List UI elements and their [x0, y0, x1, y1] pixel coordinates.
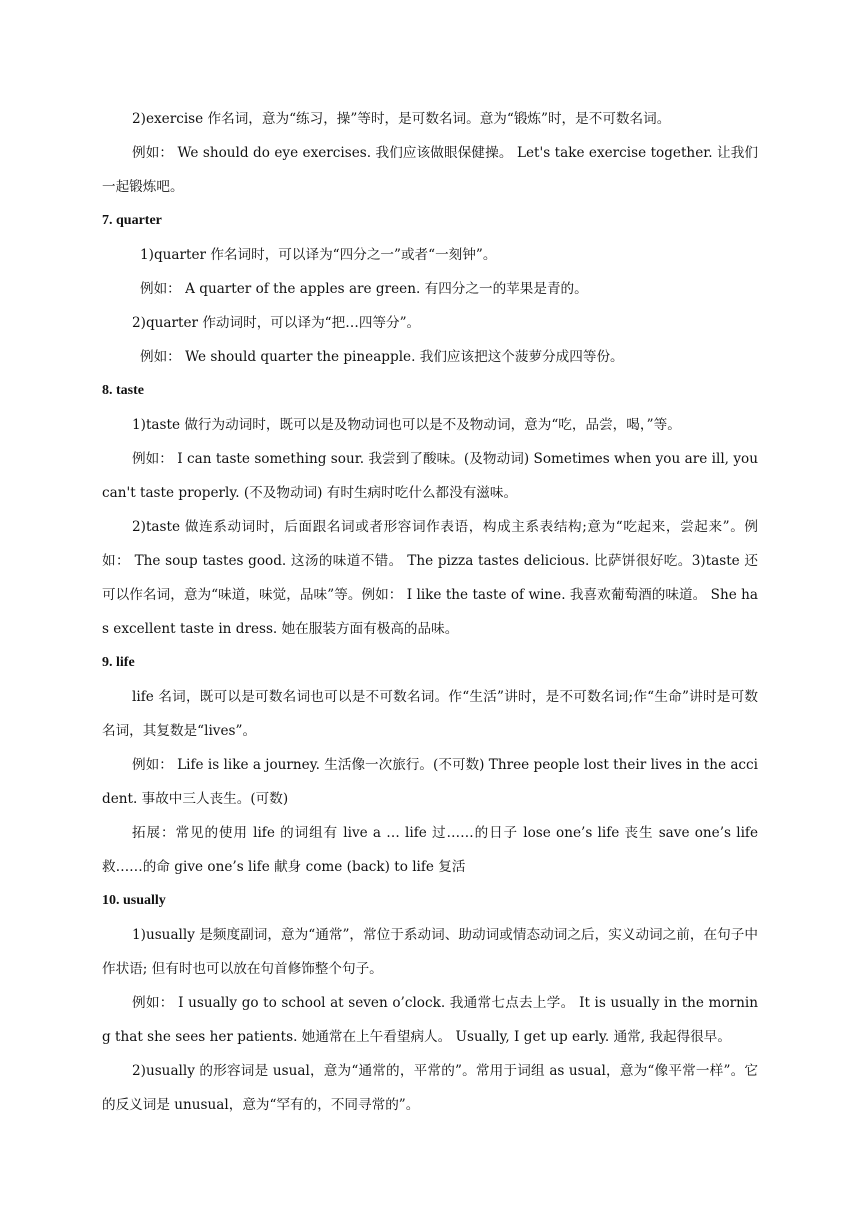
paragraph-taste-2-3: 2)taste 做连系动词时，后面跟名词或者形容词作表语，构成主系表结构;意为“吃起来，尝起来”。例如： The soup tastes good. 这汤的味道不错。 The pizza tastes delicious. 比萨饼很好吃。3)taste 还可以作名词，意为“味道，味觉，品味”等。例如： I like the taste of wine. 我喜欢葡萄酒的味道。 She has excellent taste in dress. 她在服装方面有极高的品味。 — [102, 519, 758, 637]
paragraph-life-example: 例如： Life is like a journey. 生活像一次旅行。(不可数) Three people lost their lives in the accident. 事故中三人丧生。(可数) — [102, 757, 758, 807]
heading-quarter: 7. quarter — [102, 213, 162, 228]
paragraph-life-1: life 名词，既可以是可数名词也可以是不可数名词。作“生活”讲时，是不可数名词;作“生命”讲时是可数名词，其复数是“lives”。 — [102, 689, 758, 739]
paragraph-exercise-2: 2)exercise 作名词，意为“练习，操”等时，是可数名词。意为“锻炼”时，是不可数名词。 — [132, 111, 671, 127]
paragraph-usually-1: 1)usually 是频度副词，意为“通常”，常位于系动词、助动词或情态动词之后，实义动词之前，在句子中作状语; 但有时也可以放在句首修饰整个句子。 — [102, 927, 758, 977]
heading-life: 9. life — [102, 655, 135, 670]
paragraph-quarter-example-1: 例如： A quarter of the apples are green. 有四分之一的苹果是青的。 — [140, 281, 588, 297]
document-page — [102, 102, 758, 1122]
paragraph-quarter-example-2: 例如： We should quarter the pineapple. 我们应该把这个菠萝分成四等份。 — [140, 349, 624, 365]
heading-taste: 8. taste — [102, 383, 144, 398]
paragraph-exercise-example: 例如： We should do eye exercises. 我们应该做眼保健操。 Let's take exercise together. 让我们一起锻炼吧。 — [102, 145, 758, 195]
paragraph-taste-example-1: 例如： I can taste something sour. 我尝到了酸味。(及物动词) Sometimes when you are ill, you can't taste properly. (不及物动词) 有时生病时吃什么都没有滋味。 — [102, 451, 758, 501]
paragraph-usually-example: 例如： I usually go to school at seven o’clock. 我通常七点去上学。 It is usually in the morning that she sees her patients. 她通常在上午看望病人。 Usually, I get up early. 通常, 我起得很早。 — [102, 995, 758, 1045]
paragraph-quarter-2: 2)quarter 作动词时，可以译为“把…四等分”。 — [132, 315, 421, 331]
heading-usually: 10. usually — [102, 893, 166, 908]
paragraph-usually-2: 2)usually 的形容词是 usual，意为“通常的，平常的”。常用于词组 as usual，意为“像平常一样”。它的反义词是 unusual，意为“罕有的，不同寻常的”。 — [102, 1063, 758, 1113]
paragraph-quarter-1: 1)quarter 作名词时，可以译为“四分之一”或者“一刻钟”。 — [140, 247, 497, 263]
paragraph-life-extension: 拓展：常见的使用 life 的词组有 live a … life 过……的日子 lose one’s life 丧生 save one’s life 救……的命 give one’s life 献身 come (back) to life 复活 — [102, 825, 758, 875]
paragraph-taste-1: 1)taste 做行为动词时，既可以是及物动词也可以是不及物动词，意为“吃，品尝，喝，”等。 — [132, 417, 681, 433]
